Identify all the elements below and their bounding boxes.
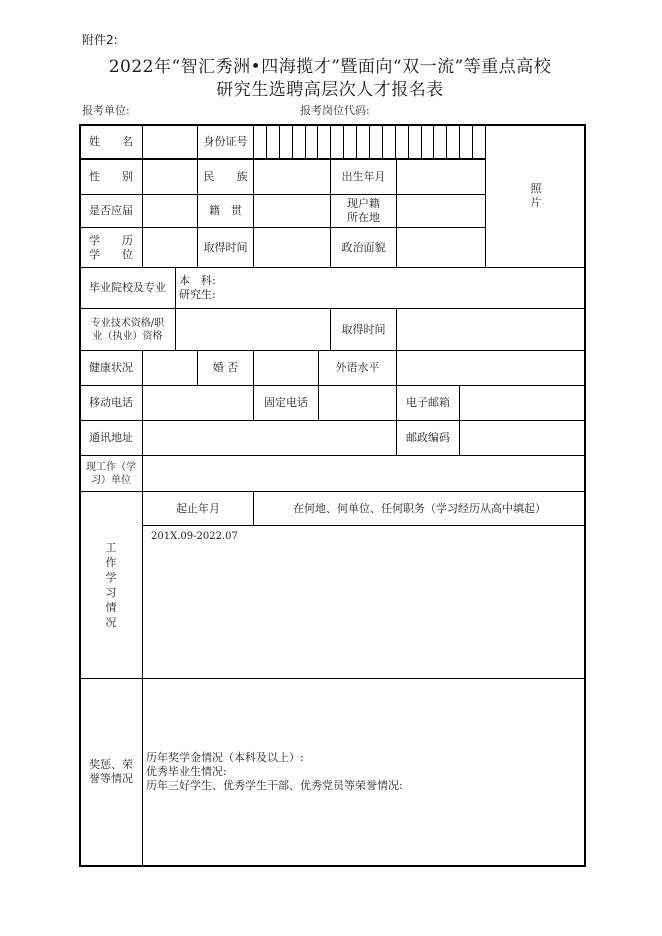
birth-date-field[interactable] — [397, 159, 485, 194]
grid-line-vertical — [142, 124, 143, 267]
health-label: 健康状况 — [89, 361, 133, 374]
gender-field[interactable] — [143, 159, 197, 194]
health-field[interactable] — [143, 351, 197, 385]
id-digit-box[interactable] — [357, 125, 369, 158]
id-digit-box[interactable] — [267, 125, 279, 158]
id-digit-box[interactable] — [409, 125, 421, 158]
id-digit-box[interactable] — [254, 125, 266, 158]
grid-line-vertical — [197, 350, 198, 385]
experience-label-char: 情 — [105, 601, 117, 614]
id-digit-box[interactable] — [460, 125, 472, 158]
awards-field[interactable]: 历年奖学金情况（本科及以上）: 优秀毕业生情况: 历年三好学生、优秀学生干部、优秀党员等荣誉情况: — [146, 751, 403, 792]
qualification-obtain-time-label: 取得时间 — [341, 322, 386, 336]
degree-obtain-time-field[interactable] — [254, 228, 330, 267]
attachment-label: 附件2: — [82, 33, 118, 47]
id-digit-box[interactable] — [280, 125, 292, 158]
qualification-obtain-time-field[interactable] — [397, 309, 585, 350]
grid-line-horizontal — [80, 678, 586, 679]
degree-obtain-time-label: 取得时间 — [203, 240, 248, 254]
household-location-label: 现户籍 所在地 — [347, 197, 380, 224]
grid-line-horizontal — [80, 267, 586, 268]
postcode-field[interactable] — [460, 421, 585, 455]
grid-line-vertical — [142, 350, 143, 866]
id-digit-box[interactable] — [422, 125, 434, 158]
school-major-field[interactable] — [176, 268, 585, 308]
grid-line-vertical — [330, 158, 331, 267]
current-unit-label: 现工作（学 习）单位 — [86, 461, 136, 486]
experience-period-header: 起止年月 — [176, 501, 220, 515]
experience-detail-header: 在何地、何单位、任何职务（学习经历从高中填起） — [293, 501, 546, 515]
id-digit-box[interactable] — [396, 125, 408, 158]
experience-label-char: 工 — [105, 541, 117, 554]
grid-line-vertical — [396, 350, 397, 455]
experience-section-label — [80, 492, 142, 678]
native-place-label: 籍 贯 — [209, 204, 242, 217]
mobile-phone-label: 移动电话 — [89, 396, 133, 409]
email-field[interactable] — [460, 386, 585, 420]
name-field[interactable] — [143, 125, 197, 158]
grid-line-vertical — [330, 308, 331, 350]
foreign-language-label: 外语水平 — [335, 361, 380, 374]
landline-label: 固定电话 — [264, 396, 308, 409]
education-degree-label: 学 历 学 位 — [89, 233, 133, 261]
political-status-label: 政治面貌 — [341, 240, 386, 254]
photo-area[interactable]: 照 片 — [530, 182, 542, 209]
experience-entry: 201X.09-2022.07 — [151, 531, 238, 542]
native-place-field[interactable] — [254, 195, 330, 227]
postcode-label: 邮政编码 — [406, 431, 450, 444]
grid-line-vertical — [253, 350, 254, 420]
id-digit-box[interactable] — [344, 125, 356, 158]
graduate-label: 研究生: — [179, 288, 216, 301]
qualification-field[interactable] — [176, 309, 330, 350]
id-digit-box[interactable] — [473, 125, 485, 158]
foreign-language-field[interactable] — [397, 351, 585, 385]
grid-line-vertical — [396, 308, 397, 350]
grid-line-vertical — [396, 158, 397, 267]
id-digit-box[interactable] — [447, 125, 459, 158]
grid-line-horizontal — [80, 158, 485, 160]
grid-line-horizontal — [80, 491, 586, 492]
experience-label-char: 习 — [105, 586, 117, 599]
qualification-label: 专业技术资格/职 业（执业）资格 — [90, 317, 165, 342]
grid-line-vertical — [459, 385, 460, 455]
id-digit-box[interactable] — [293, 125, 305, 158]
id-digit-box[interactable] — [318, 125, 330, 158]
name-label: 姓 名 — [89, 134, 133, 148]
address-field[interactable] — [143, 421, 396, 455]
grid-line-horizontal — [80, 455, 586, 456]
ethnicity-label: 民 族 — [203, 169, 248, 183]
fresh-graduate-field[interactable] — [143, 195, 197, 227]
id-digit-box[interactable] — [434, 125, 446, 158]
grid-line-vertical — [175, 267, 176, 350]
position-code-label: 报考岗位代码: — [300, 104, 370, 117]
id-digit-box[interactable] — [331, 125, 343, 158]
grid-line-horizontal — [80, 350, 586, 351]
grid-line-horizontal — [142, 525, 586, 526]
marital-status-field[interactable] — [254, 351, 318, 385]
marital-status-label: 婚 否 — [212, 361, 239, 374]
household-location-field[interactable] — [397, 195, 485, 227]
grid-line-horizontal — [80, 227, 485, 228]
mobile-phone-field[interactable] — [143, 386, 253, 420]
grid-line-horizontal — [80, 385, 586, 386]
address-label: 通讯地址 — [89, 431, 133, 444]
gender-label: 性 别 — [89, 169, 133, 183]
undergraduate-label: 本 科: — [179, 274, 216, 287]
experience-label-char: 况 — [105, 616, 117, 629]
email-label: 电子邮箱 — [406, 396, 450, 409]
experience-label-char: 学 — [105, 571, 117, 584]
grid-line-vertical — [253, 491, 254, 525]
grid-line-vertical — [318, 350, 319, 420]
school-major-label: 毕业院校及专业 — [89, 281, 166, 294]
grid-line-horizontal — [80, 420, 586, 421]
id-digit-box[interactable] — [370, 125, 382, 158]
grid-line-horizontal — [80, 308, 586, 309]
applying-unit-label: 报考单位: — [82, 104, 130, 117]
grid-line-horizontal — [80, 194, 485, 195]
id-number-label: 身份证号 — [203, 134, 248, 148]
experience-label-char: 作 — [105, 556, 117, 569]
political-status-field[interactable] — [397, 228, 485, 267]
landline-field[interactable] — [319, 386, 396, 420]
current-unit-field[interactable] — [143, 456, 585, 491]
ethnicity-field[interactable] — [254, 159, 330, 194]
fresh-graduate-label: 是否应届 — [89, 204, 133, 217]
grid-line-vertical — [197, 124, 198, 267]
grid-line-vertical — [253, 158, 254, 267]
birth-date-label: 出生年月 — [341, 169, 386, 183]
education-degree-field[interactable] — [143, 228, 197, 267]
awards-label: 奖惩、荣 誉等情况 — [89, 758, 133, 785]
id-digit-box-divider — [485, 124, 486, 158]
id-digit-box[interactable] — [306, 125, 318, 158]
id-digit-box[interactable] — [383, 125, 395, 158]
form-title-line1: 2022年“智汇秀洲•四海揽才”暨面向“双一流”等重点高校 — [108, 57, 552, 77]
experience-entry-field[interactable] — [143, 526, 585, 678]
form-title-line2: 研究生选聘高层次人才报名表 — [216, 80, 444, 100]
